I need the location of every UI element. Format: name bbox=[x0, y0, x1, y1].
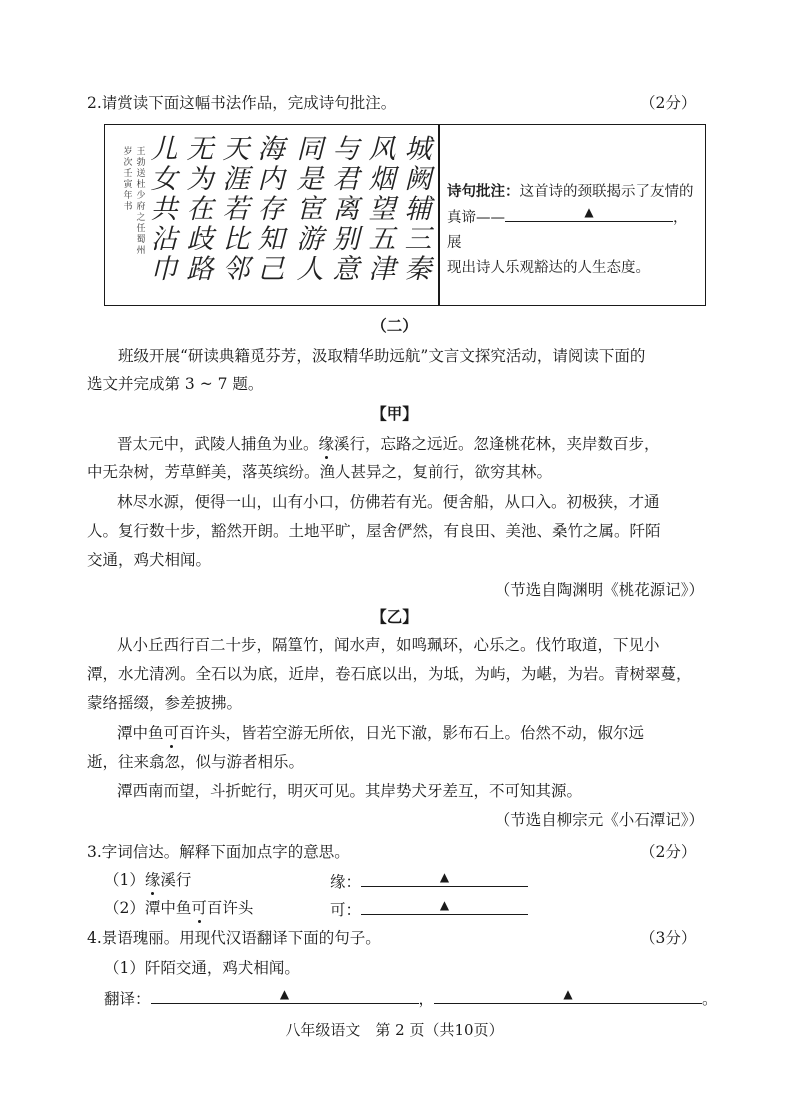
yi-p3-line1: 潭西南而望，斗折蛇行，明灭可见。其岸势犬牙差互，不可知其源。 bbox=[117, 782, 583, 800]
dotted-char-ke-2: 可 bbox=[191, 899, 207, 917]
jia-source: （节选自陶渊明《桃花源记》） bbox=[494, 581, 704, 599]
answer-triangle-icon: ▲ bbox=[563, 987, 573, 1001]
note-text-3: 现出诗人乐观豁达的人生态度。 bbox=[447, 260, 650, 276]
q3-item1-answer: 缘： ▲ bbox=[330, 870, 528, 892]
calligraphy-column: 无 为 在 歧 路 bbox=[186, 134, 214, 285]
q3-item1: （1）缘溪行 bbox=[104, 871, 192, 889]
jia-p2-line1: 林尽水源，便得一山，山有小口，仿佛若有光。便舍船，从口入。初极狭，才通 bbox=[117, 493, 660, 511]
q4-score: （3分） bbox=[640, 929, 697, 947]
yi-p2-line2: 逝，往来翕忽，似与游者相乐。 bbox=[87, 753, 305, 771]
box-divider bbox=[438, 125, 440, 305]
answer-triangle-icon: ▲ bbox=[439, 898, 450, 912]
yi-p1-line2: 潭，水尤清冽。全石以为底，近岸，卷石底以出，为坻，为屿，为嵁，为岩。青树翠蔓， bbox=[87, 665, 692, 683]
q2-answer-blank[interactable] bbox=[505, 205, 673, 222]
note-text-1: 这首诗的颈联揭示了友情的 bbox=[519, 184, 694, 200]
section-heading: （二） bbox=[371, 317, 418, 335]
q4-translation: 翻译： ▲ ， ▲ 。 bbox=[104, 987, 718, 1008]
q3-item2-answer: 可： ▲ bbox=[330, 898, 528, 920]
dotted-char-yuan-2: 缘 bbox=[144, 871, 161, 889]
poem-annotation bbox=[447, 180, 697, 281]
dotted-char-yuan: 缘 bbox=[318, 435, 335, 453]
note-text-2b: ，展 bbox=[447, 210, 688, 251]
jia-p1-line1: 晋太元中，武陵人捕鱼为业。缘溪行，忘路之远近。忽逢桃花林，夹岸数百步， bbox=[117, 435, 660, 453]
q4-prompt: 4.景语瑰丽。用现代汉语翻译下面的句子。 bbox=[87, 929, 381, 947]
q3-prompt: 3.字词信达。解释下面加点字的意思。 bbox=[87, 843, 350, 861]
yi-p1-line3: 蒙络摇缀，参差披拂。 bbox=[87, 694, 243, 712]
note-text-2a: 真谛—— bbox=[447, 210, 505, 226]
q3-score: （2分） bbox=[640, 843, 697, 861]
jia-p1-line2: 中无杂树，芳草鲜美，落英缤纷。渔人甚异之，复前行，欲穷其林。 bbox=[87, 463, 553, 481]
answer-triangle-icon: ▲ bbox=[584, 205, 594, 219]
q2-score: （2分） bbox=[640, 94, 697, 112]
yi-heading: 【乙】 bbox=[371, 608, 418, 626]
calligraphy-signature: 王 勃 送 杜 少 府 之 任 蜀 州 bbox=[136, 147, 146, 256]
calligraphy-column: 同 是 宦 游 人 bbox=[296, 134, 324, 285]
q4-answer-blank-1[interactable] bbox=[151, 987, 419, 1004]
calligraphy-column: 与 君 离 别 意 bbox=[332, 134, 360, 285]
answer-triangle-icon: ▲ bbox=[279, 987, 290, 1001]
calligraphy-column: 天 涯 若 比 邻 bbox=[222, 134, 250, 285]
jia-p2-line3: 交通，鸡犬相闻。 bbox=[87, 551, 212, 569]
calligraphy-signature: 岁 次 壬 寅 年 书 bbox=[123, 147, 133, 212]
q3-answer-blank-1[interactable] bbox=[361, 870, 528, 887]
section-intro-1: 班级开展“研读典籍觅芬芳，汲取精华助远航”文言文探究活动，请阅读下面的 bbox=[118, 347, 646, 365]
calligraphy-column: 风 烟 望 五 津 bbox=[368, 134, 396, 285]
calligraphy-column: 城 阙 辅 三 秦 bbox=[404, 134, 432, 285]
yi-p2-line1: 潭中鱼可百许头，皆若空游无所依，日光下澈，影布石上。佁然不动，俶尔远 bbox=[117, 724, 645, 742]
q2-prompt: 2.请赏读下面这幅书法作品，完成诗句批注。 bbox=[87, 94, 397, 112]
calligraphy-column: 儿 女 共 沾 巾 bbox=[150, 134, 178, 285]
q4-item1: （1）阡陌交通，鸡犬相闻。 bbox=[104, 959, 300, 977]
section-intro-2: 选文并完成第 3 ~ 7 题。 bbox=[87, 375, 264, 393]
answer-triangle-icon: ▲ bbox=[439, 870, 450, 884]
q3-item2: （2）潭中鱼可百许头 bbox=[104, 899, 254, 917]
note-label: 诗句批注： bbox=[447, 184, 520, 200]
jia-p2-line2: 人。复行数十步，豁然开朗。土地平旷，屋舍俨然，有良田、美池、桑竹之属。阡陌 bbox=[87, 522, 661, 540]
yi-source: （节选自柳宗元《小石潭记》） bbox=[494, 811, 704, 829]
q3-answer-blank-2[interactable] bbox=[361, 898, 528, 915]
q4-answer-blank-2[interactable] bbox=[434, 987, 702, 1004]
jia-heading: 【甲】 bbox=[371, 405, 418, 423]
yi-p1-line1: 从小丘西行百二十步，隔篁竹，闻水声，如鸣珮环，心乐之。伐竹取道，下见小 bbox=[117, 636, 660, 654]
page-footer: 八年级语文 第 2 页（共10页） bbox=[285, 1021, 504, 1039]
dotted-char-ke: 可 bbox=[163, 724, 180, 742]
calligraphy-box bbox=[104, 124, 706, 306]
calligraphy-column: 海 内 存 知 己 bbox=[257, 134, 285, 285]
